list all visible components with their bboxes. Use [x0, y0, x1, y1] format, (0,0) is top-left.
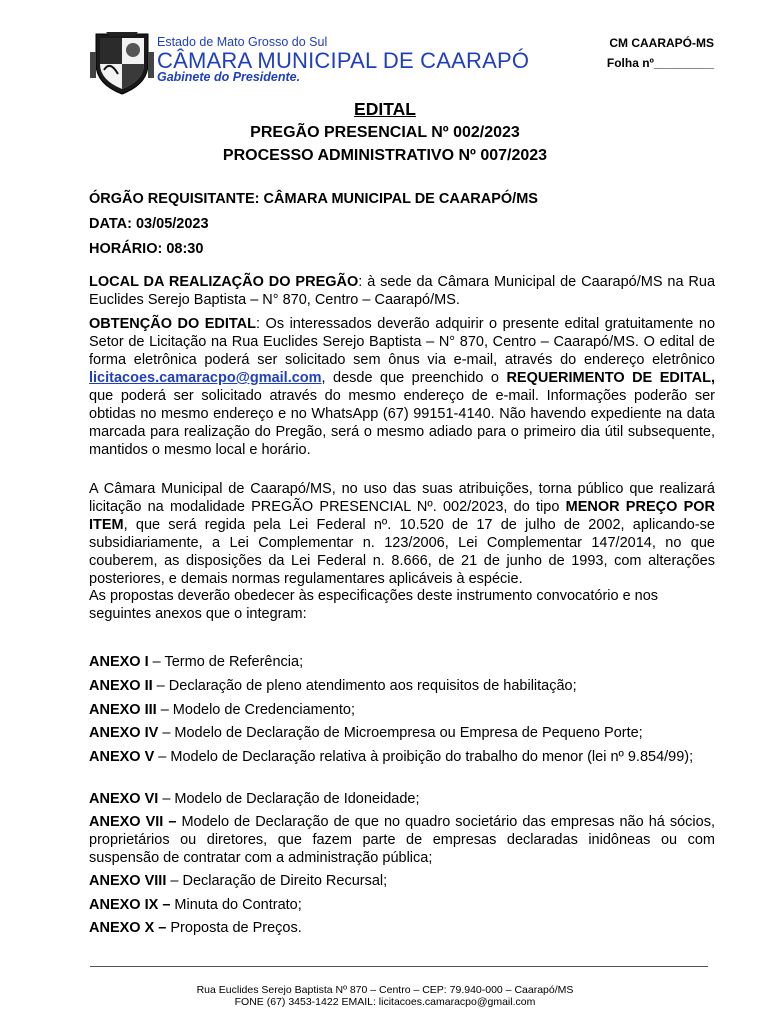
header-institution: CÂMARA MUNICIPAL DE CAARAPÓ — [157, 48, 530, 73]
requerimento-label: REQUERIMENTO DE EDITAL, — [506, 370, 716, 386]
annex-item: ANEXO VII – Modelo de Declaração de que no quadro societário das empresas não há sócios, proprietários ou diretores, que fazem parte de empresas declaradas inidôneas ou com suspensão de contratar com a administração pública; — [89, 814, 715, 866]
header-folha-label: Folha nº_________ — [606, 56, 714, 70]
annex-item: ANEXO II – Declaração de pleno atendimento aos requisitos de habilitação; — [89, 678, 577, 694]
obtencao-text-1: : Os interessados deverão adquirir o presente edital gratuitamente no Setor de Licitação na Rua Euclides Serejo Baptista – N° 870, Centro – Caarapó/MS. O edital de forma eletrônica poderá ser solicitado sem ônus via e-mail, através do endereço eletrônico — [89, 316, 716, 368]
footer-contact: FONE (67) 3453-1422 EMAIL: licitacoes.camaracpo@gmail.com — [234, 996, 536, 1008]
intro-text-1: A Câmara Municipal de Caarapó/MS, no uso das suas atribuições, torna público que realizará licitação na modalidade PREGÃO PRESENCIAL Nº. 002/2023, do tipo — [89, 481, 715, 515]
local-paragraph — [89, 273, 715, 309]
annex-item: ANEXO V – Modelo de Declaração relativa à proibição do trabalho do menor (lei nº 9.854/99); — [89, 749, 694, 765]
document-title: EDITAL — [354, 99, 416, 119]
annex-item: ANEXO IV – Modelo de Declaração de Microempresa ou Empresa de Pequeno Porte; — [89, 725, 643, 741]
propostas-paragraph: As propostas deverão obedecer às especificações deste instrumento convocatório e nos seguintes anexos que o integram: — [89, 588, 659, 622]
intro-text-2: , que será regida pela Lei Federal nº. 10.520 de 17 de julho de 2002, aplicando-se subsidiariamente, a Lei Complementar n. 123/2006, Lei Complementar 147/2014, no que couberem, as disposições da Lei Federal n. 8.666, de 21 de junho de 1993, com alterações posteriores, e demais normas regulamentares aplicáveis à espécie. — [89, 517, 715, 587]
header-cm-label: CM CAARAPÓ-MS — [609, 36, 714, 50]
local-label: LOCAL DA REALIZAÇÃO DO PREGÃO — [89, 274, 359, 290]
annex-item: ANEXO VIII – Declaração de Direito Recursal; — [89, 873, 388, 889]
annex-item: ANEXO VI – Modelo de Declaração de Idoneidade; — [89, 791, 420, 807]
intro-paragraph — [89, 480, 715, 588]
obtencao-paragraph — [89, 315, 715, 459]
processo-title: PROCESSO ADMINISTRATIVO Nº 007/2023 — [222, 147, 548, 164]
data-line: DATA: 03/05/2023 — [89, 216, 209, 232]
footer-divider — [90, 966, 708, 967]
footer-address: Rua Euclides Serejo Baptista Nº 870 – Centro – CEP: 79.940-000 – Caarapó/MS — [196, 984, 574, 996]
obtencao-label: OBTENÇÃO DO EDITAL — [89, 316, 257, 332]
pregao-title: PREGÃO PRESENCIAL Nº 002/2023 — [250, 124, 520, 141]
orgao-requisitante: ÓRGÃO REQUISITANTE: CÂMARA MUNICIPAL DE CAARAPÓ/MS — [89, 191, 538, 207]
email-link[interactable]: licitacoes.camaracpo@gmail.com — [89, 370, 322, 386]
obtencao-text-2: , desde que preenchido o — [321, 370, 507, 386]
municipal-crest-icon — [90, 30, 154, 96]
header-state: Estado de Mato Grosso do Sul — [157, 35, 328, 49]
horario-line: HORÁRIO: 08:30 — [89, 241, 204, 257]
annex-item: ANEXO III – Modelo de Credenciamento; — [89, 702, 355, 718]
annex-item: ANEXO IX – Minuta do Contrato; — [89, 897, 302, 913]
header-office: Gabinete do Presidente. — [157, 70, 301, 84]
annex-item: ANEXO I – Termo de Referência; — [89, 654, 304, 670]
local-text: : à sede da Câmara Municipal de Caarapó/MS na Rua Euclides Serejo Baptista – N° 870, Centro – Caarapó/MS. — [89, 274, 716, 308]
obtencao-text-3: que poderá ser solicitado através do mesmo endereço de e-mail. Informações poderão ser obtidas no mesmo endereço e no WhatsApp (67) 99151-4140. Não havendo expediente na data marcada para realização do Pregão, será o mesmo adiado para o primeiro dia útil subsequente, mantidos o mesmo local e horário. — [89, 388, 715, 458]
intro-bold: MENOR PREÇO POR ITEM — [89, 499, 715, 533]
annex-item: ANEXO X – Proposta de Preços. — [89, 920, 302, 936]
